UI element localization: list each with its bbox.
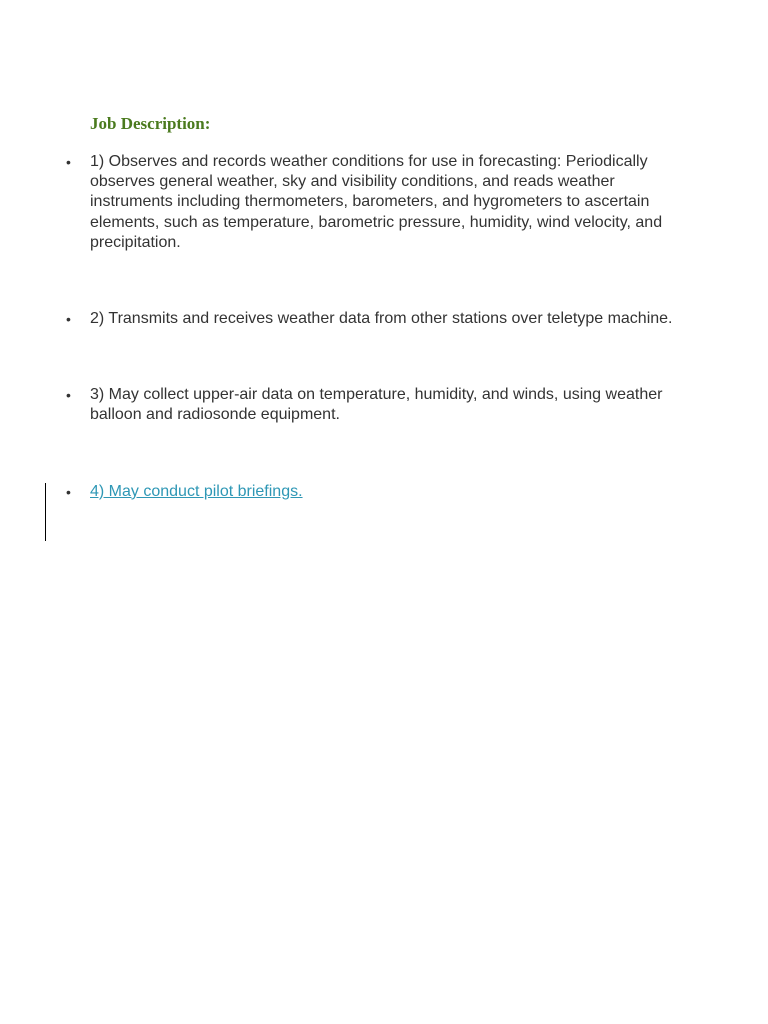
list-item-duty-3 xyxy=(0,385,680,425)
duty-1-text: 1) Observes and records weather conditions for use in forecasting: Periodically observes general weather, sky and visibility conditions, and reads weather instruments including thermometers, barometers, and hygrometers to ascertain elements, such as temperature, barometric pressure, humidity, wind velocity, and precipitation. xyxy=(90,153,663,251)
bullet-icon: • xyxy=(66,154,71,170)
duty-4-link[interactable]: 4) May conduct pilot briefings. xyxy=(90,482,303,500)
list-item-duty-1 xyxy=(0,152,680,253)
job-description-heading: Job Description: xyxy=(90,114,211,133)
bullet-icon: • xyxy=(66,311,71,328)
text-cursor-bar xyxy=(45,483,46,541)
bullet-icon: • xyxy=(66,387,71,404)
job-duties-list xyxy=(0,152,768,502)
duty-2-text: 2) Transmits and receives weather data from other stations over teletype machine. xyxy=(90,310,673,328)
list-item-duty-4[interactable] xyxy=(0,482,680,502)
duty-3-text: 3) May collect upper-air data on temperature, humidity, and winds, using weather balloon and radiosonde equipment. xyxy=(90,386,663,424)
list-item-duty-2 xyxy=(0,309,680,329)
bullet-icon: • xyxy=(66,483,71,500)
